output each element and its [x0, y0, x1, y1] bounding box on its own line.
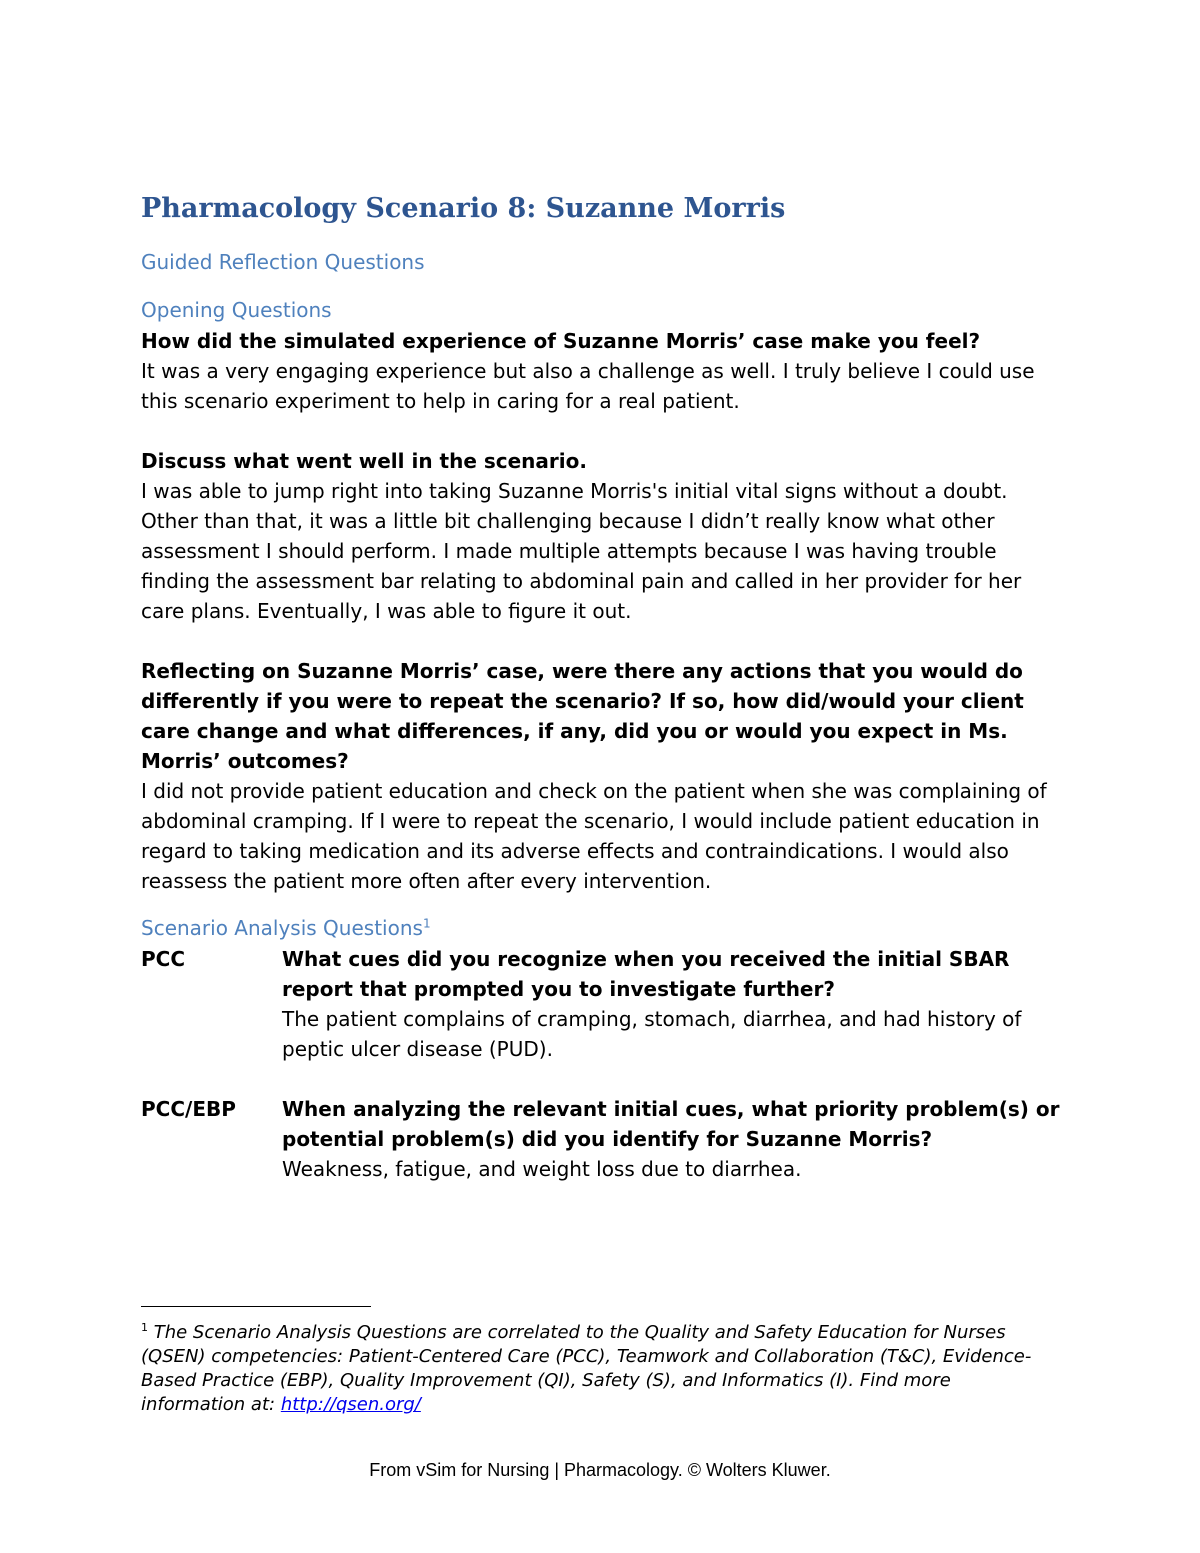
- footnote-text: The Scenario Analysis Questions are correlated to the Quality and Safety Education for Nurses (QSEN) competencies: Patient-Centered Care (PCC), Teamwork and Collaboration (T&C), Evidence-Based Practice (EBP), Quality Improvement (QI), Safety (S), and Informatics (I). Find more information at:: [141, 1322, 1032, 1415]
- page-footer: From vSim for Nursing | Pharmacology. © Wolters Kluwer.: [369, 1460, 831, 1480]
- analysis-question-2: When analyzing the relevant initial cues, what priority problem(s) or potential problem(s) did you identify for Suzanne Morris?: [282, 1097, 1060, 1151]
- analysis-answer-1: The patient complains of cramping, stomach, diarrhea, and had history of peptic ulcer disease (PUD).: [282, 1007, 1022, 1061]
- analysis-item-1: [141, 944, 1061, 1064]
- analysis-heading-text: Scenario Analysis Questions: [141, 916, 423, 940]
- analysis-heading-footnote-marker: 1: [422, 916, 431, 931]
- opening-question-3: Reflecting on Suzanne Morris’ case, were there any actions that you would do differently if you were to repeat the scenario? If so, how did/would your client care change and what differences, if any, did you or would you expect in Ms. Morris’ outcomes?: [141, 659, 1024, 773]
- analysis-answer-2: Weakness, fatigue, and weight loss due to diarrhea.: [282, 1157, 802, 1181]
- page-title: Pharmacology Scenario 8: Suzanne Morris: [141, 193, 786, 224]
- analysis-question-1: What cues did you recognize when you received the initial SBAR report that prompted you to investigate further?: [282, 947, 1010, 1001]
- document-body: [141, 190, 1061, 1184]
- analysis-label-2: PCC/EBP: [141, 1097, 236, 1121]
- footnote-divider: [141, 1306, 371, 1307]
- opening-answer-2: I was able to jump right into taking Suzanne Morris's initial vital signs without a doubt. Other than that, it was a little bit challenging because I didn’t really know what other assessment I should perform. I made multiple attempts because I was having trouble finding the assessment bar relating to abdominal pain and called in her provider for her care plans. Eventually, I was able to figure it out.: [141, 479, 1022, 623]
- qsen-link[interactable]: http://qsen.org/: [280, 1394, 421, 1415]
- footnote-marker: 1: [141, 1321, 148, 1334]
- footnote: [141, 1316, 1041, 1417]
- opening-heading: Opening Questions: [141, 298, 332, 322]
- section-heading: Guided Reflection Questions: [141, 250, 425, 274]
- analysis-item-2: [141, 1094, 1061, 1184]
- opening-question-2: Discuss what went well in the scenario.: [141, 449, 587, 473]
- analysis-heading: [141, 914, 1061, 942]
- opening-answer-1: It was a very engaging experience but also a challenge as well. I truly believe I could use this scenario experiment to help in caring for a real patient.: [141, 359, 1035, 413]
- analysis-label-1: PCC: [141, 947, 186, 971]
- opening-question-1: How did the simulated experience of Suzanne Morris’ case make you feel?: [141, 329, 981, 353]
- opening-answer-3: I did not provide patient education and check on the patient when she was complaining of abdominal cramping. If I were to repeat the scenario, I would include patient education in regard to taking medication and its adverse effects and contraindications. I would also reassess the patient more often after every intervention.: [141, 779, 1047, 893]
